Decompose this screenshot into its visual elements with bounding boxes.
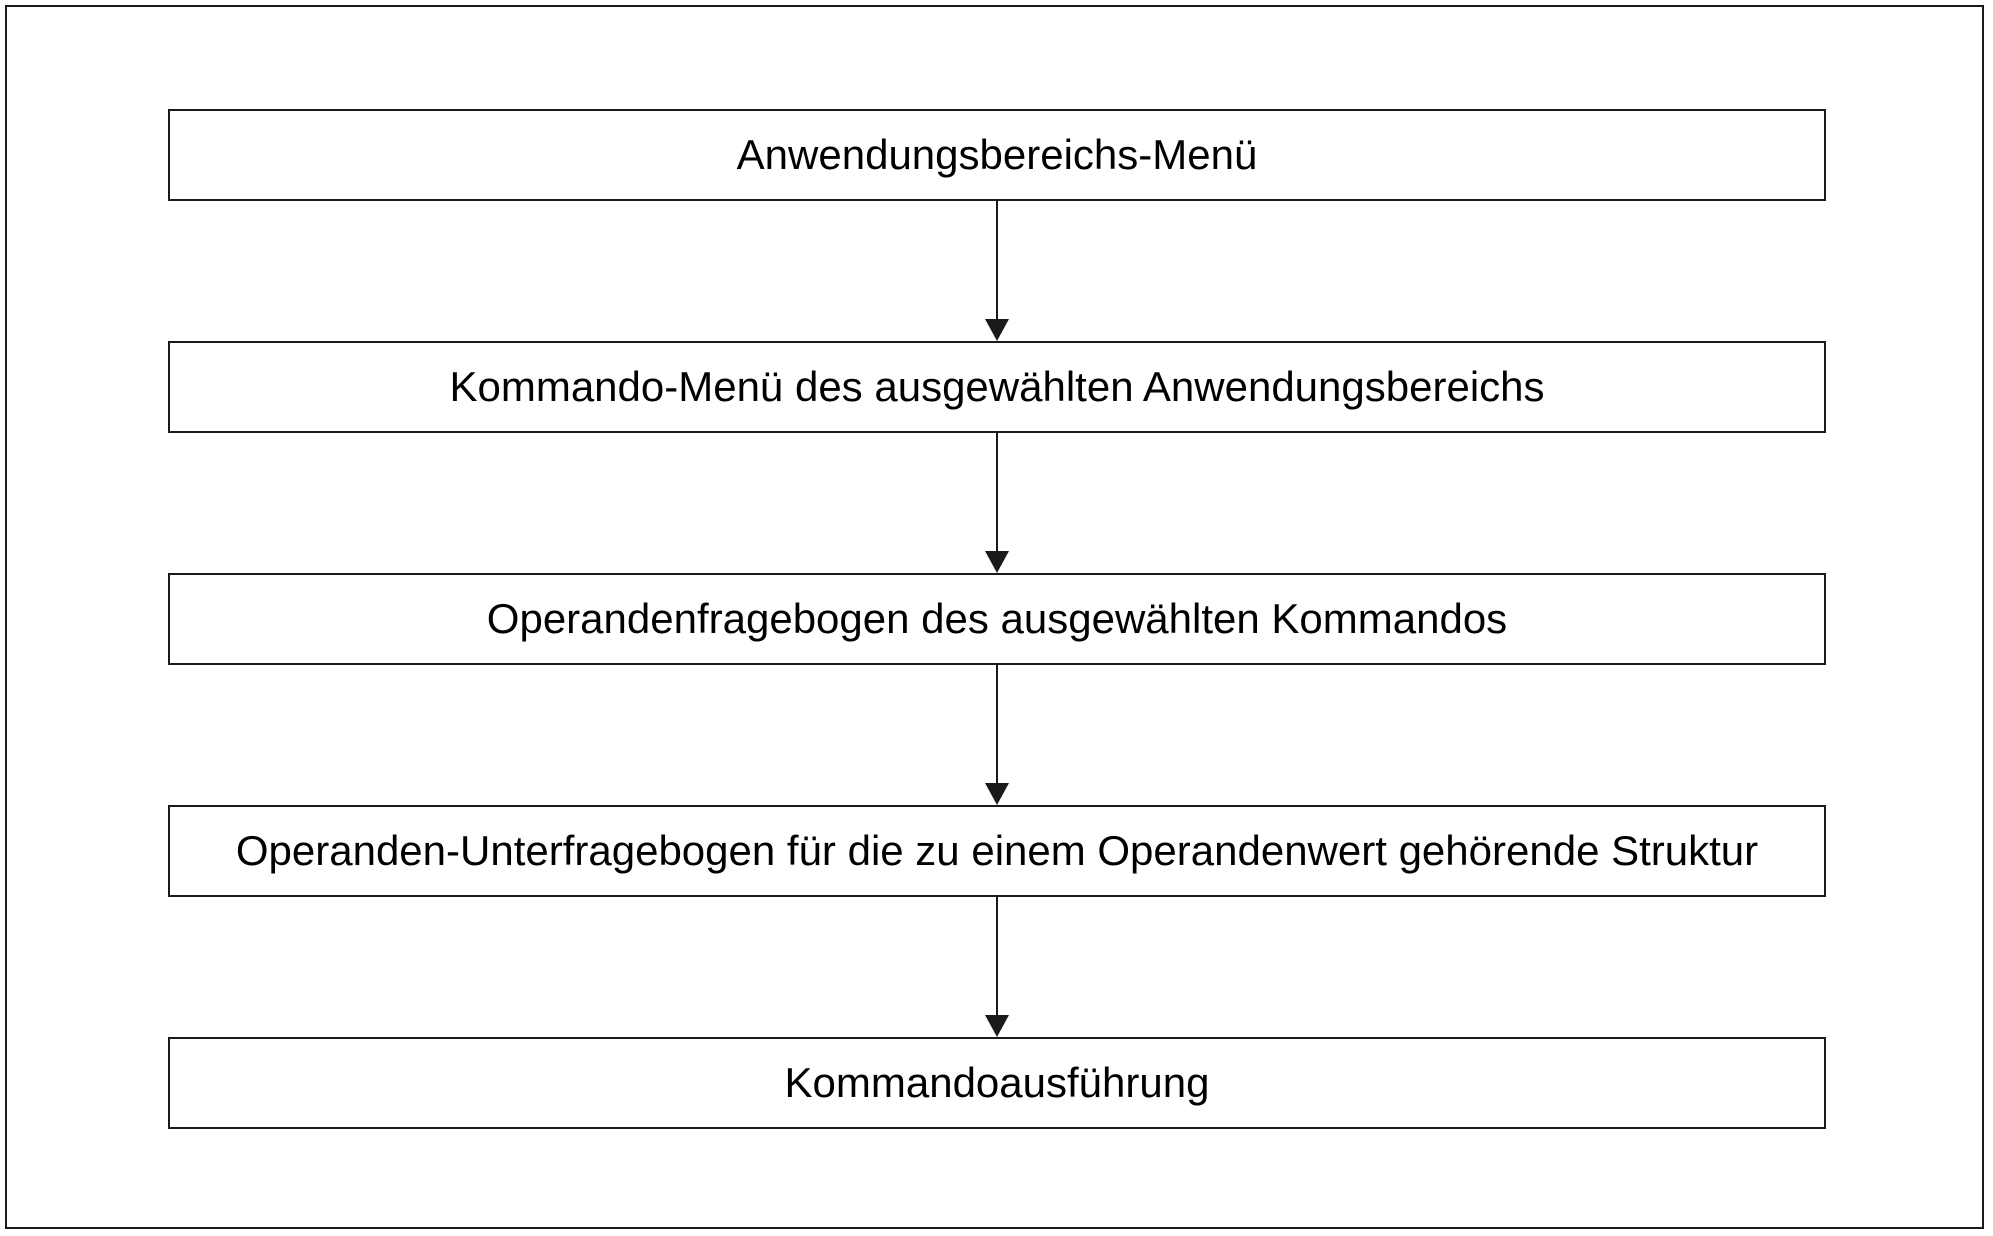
arrow-line	[996, 433, 998, 551]
arrow-step-2-to-3	[985, 433, 1009, 573]
step-command-menu	[168, 341, 1826, 433]
arrow-line	[996, 201, 998, 319]
step-label: Kommando-Menü des ausgewählten Anwendungsbereichs	[449, 363, 1545, 410]
step-label: Anwendungsbereichs-Menü	[736, 131, 1258, 178]
step-operand-questionnaire	[168, 573, 1826, 665]
arrow-step-3-to-4	[985, 665, 1009, 805]
step-command-execution	[168, 1037, 1826, 1129]
step-application-area-menu	[168, 109, 1826, 201]
arrow-line	[996, 665, 998, 783]
arrow-step-4-to-5	[985, 897, 1009, 1037]
arrow-line	[996, 897, 998, 1015]
arrow-down-icon	[985, 319, 1009, 341]
step-label: Operandenfragebogen des ausgewählten Kommandos	[486, 595, 1508, 642]
arrow-step-1-to-2	[985, 201, 1009, 341]
step-label: Operanden-Unterfragebogen für die zu einem Operandenwert gehörende Struktur	[235, 827, 1759, 874]
arrow-down-icon	[985, 551, 1009, 573]
step-label: Kommandoausführung	[784, 1059, 1210, 1106]
step-operand-sub-questionnaire	[168, 805, 1826, 897]
arrow-down-icon	[985, 1015, 1009, 1037]
arrow-down-icon	[985, 783, 1009, 805]
